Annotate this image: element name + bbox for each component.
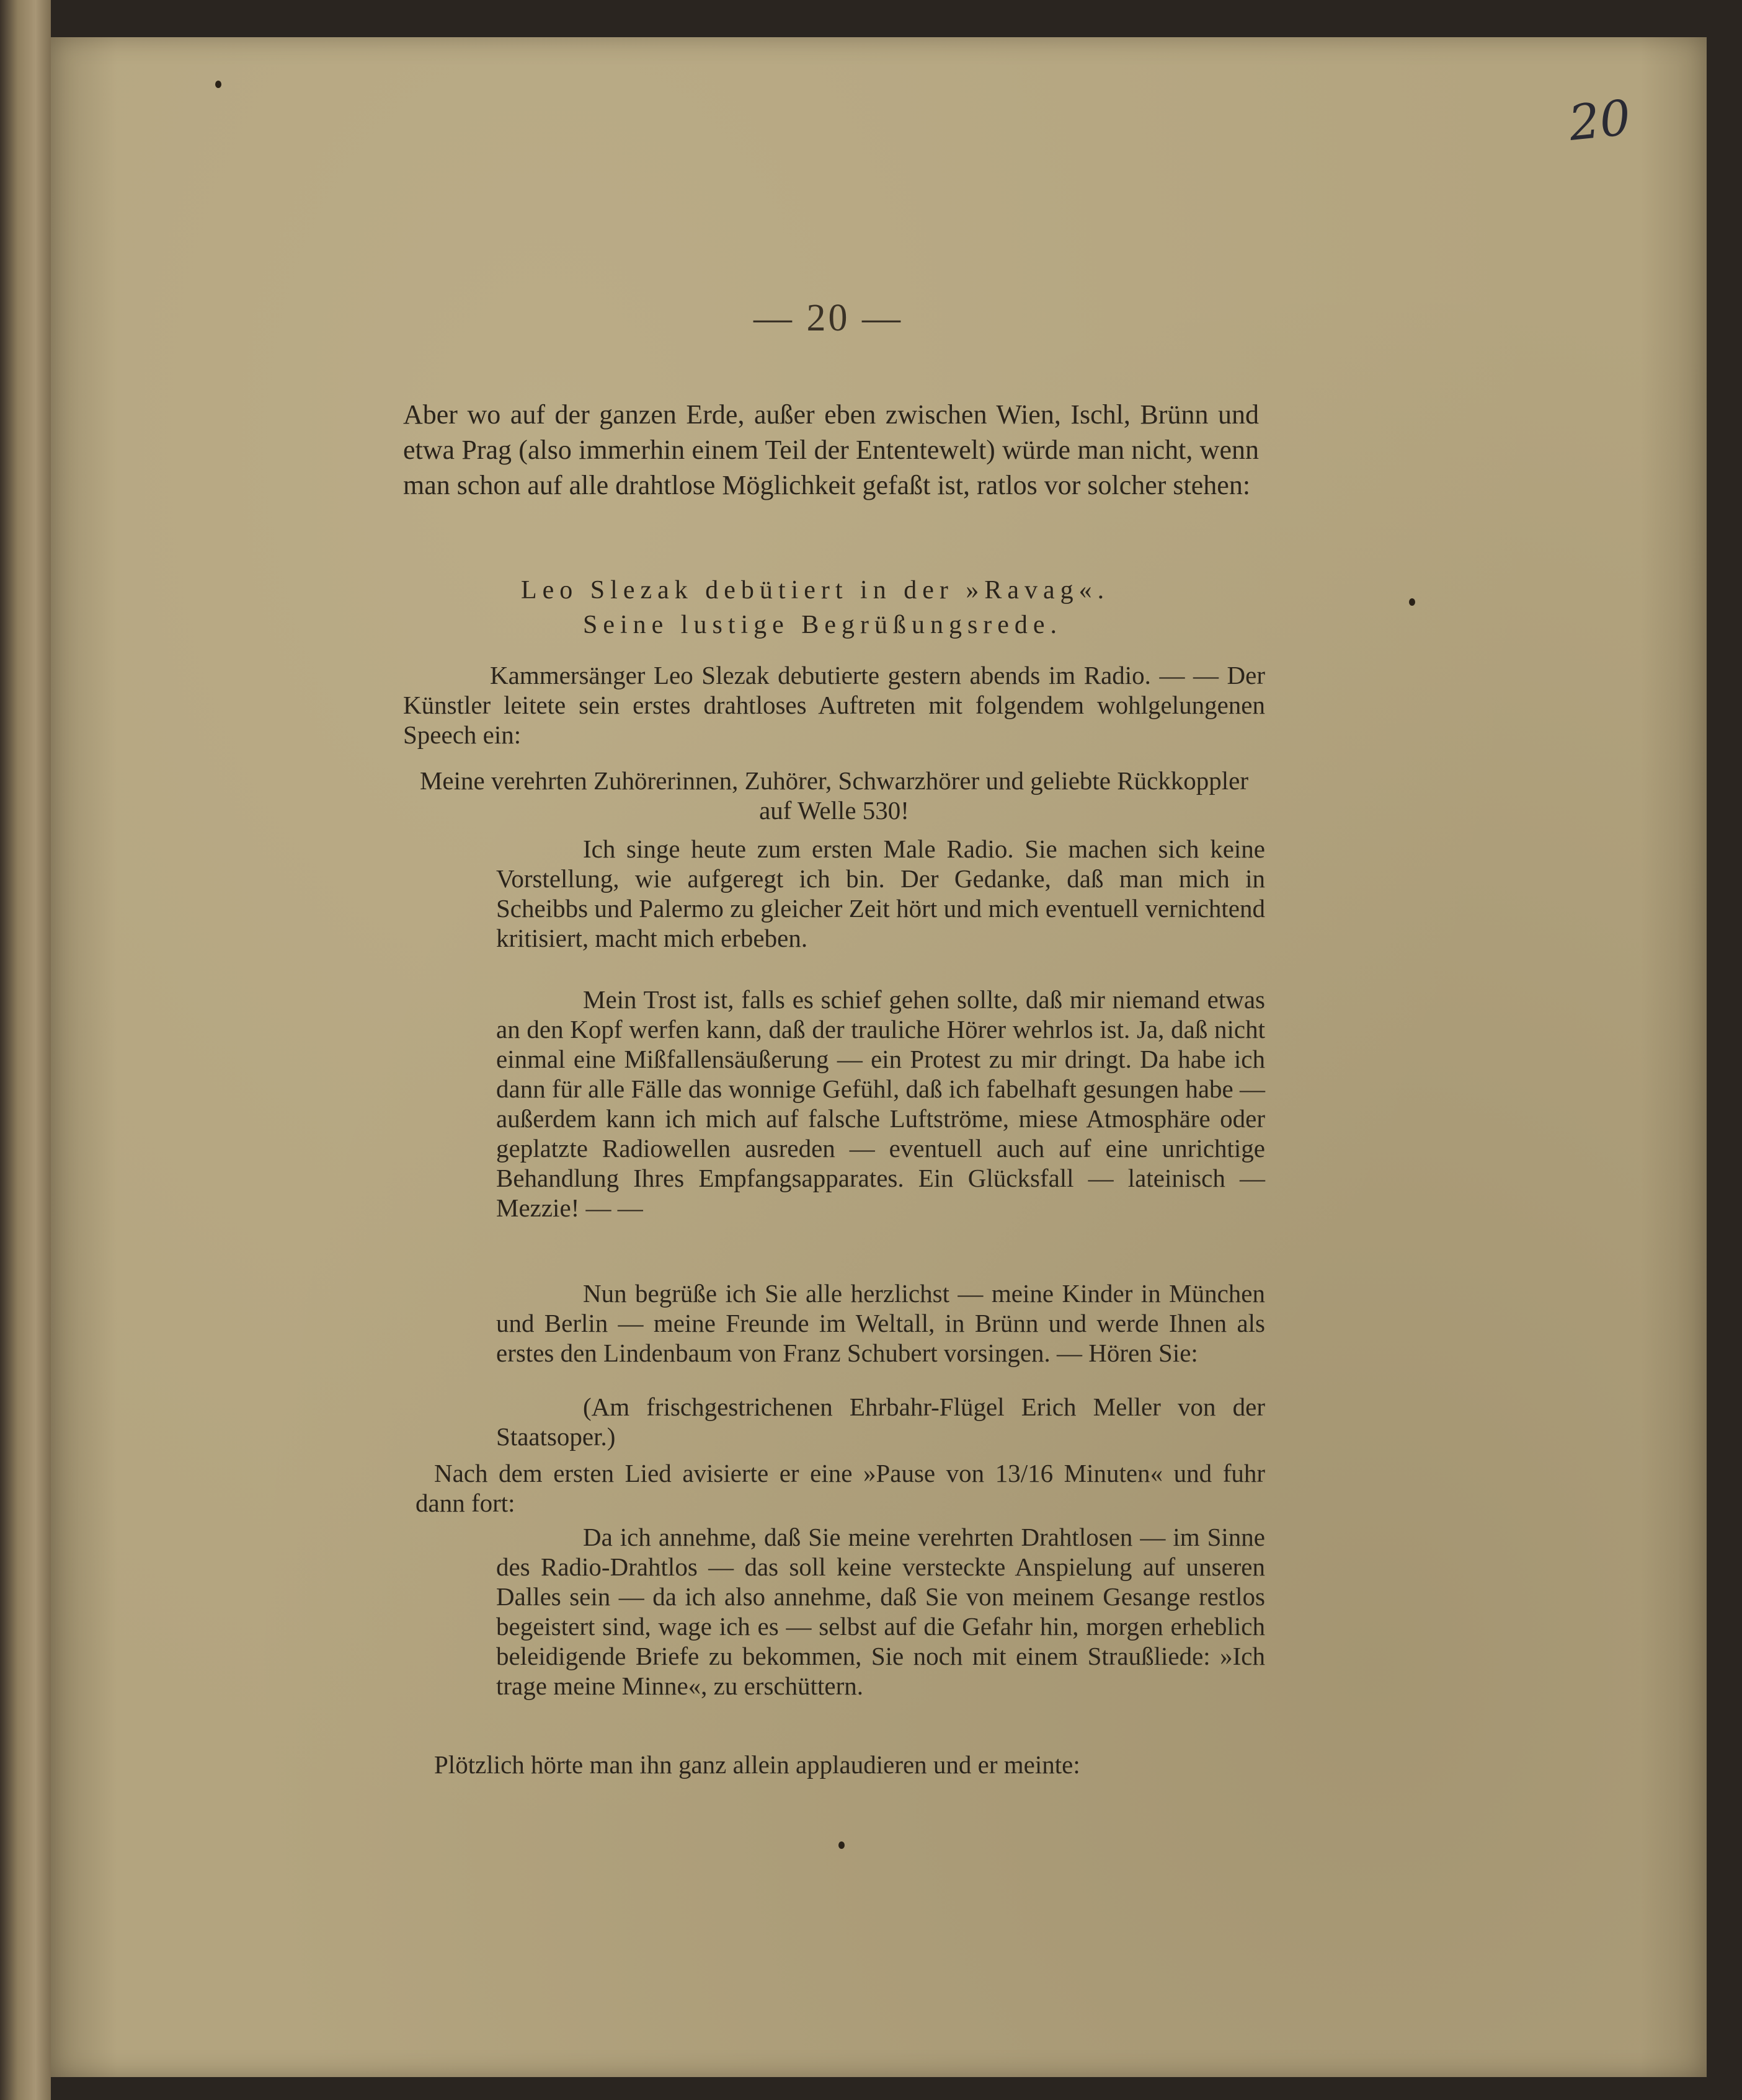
ink-speck <box>838 1841 845 1849</box>
speech-paragraph-1: Ich singe heute zum ersten Male Radio. Sie machen sich keine Vorstellung, wie aufgeregt ich bin. Der Gedanke, daß man mich in Scheibbs und Palermo zu gleicher Zeit hört und mich eventuell vernichtend kritisiert, macht mich erbeben. <box>496 835 1265 952</box>
handwritten-folio-number: 20 <box>1566 90 1633 152</box>
ink-speck <box>1409 598 1415 606</box>
article-subheadline: Seine lustige Begrüßungsrede. <box>583 611 1063 639</box>
speech-salutation: Meine verehrten Zuhörerinnen, Zuhörer, Schwarzhörer und geliebte Rückkoppler auf Welle 530! <box>419 766 1249 825</box>
ink-speck <box>215 81 221 88</box>
speech-paragraph-4: (Am frischgestrichenen Ehrbahr-Flügel Erich Meller von der Staatsoper.) <box>496 1393 1265 1451</box>
article-headline: Leo Slezak debütiert in der »Ravag«. <box>521 576 1110 605</box>
closing-paragraph: Plötzlich hörte man ihn ganz allein applaudieren und er meinte: <box>434 1750 1080 1779</box>
speech-paragraph-5: Da ich annehme, daß Sie meine verehrten Drahtlosen — im Sinne des Radio-Drahtlos — das soll keine versteckte Anspielung auf unseren Dalles sein — da ich also annehme, daß Sie von meinem Gesange restlos begeistert sind, wage ich es — selbst auf die Gefahr hin, morgen erheblich beleidigende Briefe zu bekommen, Sie noch mit einem Straußliede: »Ich trage meine Minne«, zu erschüttern. <box>496 1523 1265 1700</box>
page-number: — 20 — <box>753 297 903 339</box>
speech-paragraph-2: Mein Trost ist, falls es schief gehen sollte, daß mir niemand etwas an den Kopf werfen kann, daß der trauliche Hörer wehrlos ist. Ja, daß nicht einmal eine Mißfallensäußerung — ein Protest zu mir dringt. Da habe ich dann für alle Fälle das wonnige Gefühl, daß ich fabelhaft gesungen habe — außerdem kann ich mich auf falsche Luftströme, miese Atmosphäre oder geplatzte Radiowellen ausreden — eventuell auch auf eine unrichtige Behandlung Ihres Empfangsapparates. Ein Glücksfall — lateinisch — Mezzie! — — <box>496 985 1265 1222</box>
speech-paragraph-3: Nun begrüße ich Sie alle herzlichst — meine Kinder in München und Berlin — meine Freunde im Weltall, in Brünn und werde Ihnen als erstes den Lindenbaum von Franz Schubert vorsingen. — Hören Sie: <box>496 1279 1265 1367</box>
intro-paragraph: Aber wo auf der ganzen Erde, außer eben zwischen Wien, Ischl, Brünn und etwa Prag (also immerhin einem Teil der Ententewelt) würde man nicht, wenn man schon auf alle drahtlose Möglichkeit gefaßt ist, ratlos vor solcher stehen: <box>403 399 1259 500</box>
pause-paragraph: Nach dem ersten Lied avisierte er eine »Pause von 13/16 Minuten« und fuhr dann fort: <box>416 1459 1265 1517</box>
report-paragraph: Kammersänger Leo Slezak debutierte gestern abends im Radio. — — Der Künstler leitete sein erstes drahtloses Auftreten mit folgendem wohlgelungenen Speech ein: <box>403 661 1265 749</box>
book-binding <box>0 0 51 2100</box>
